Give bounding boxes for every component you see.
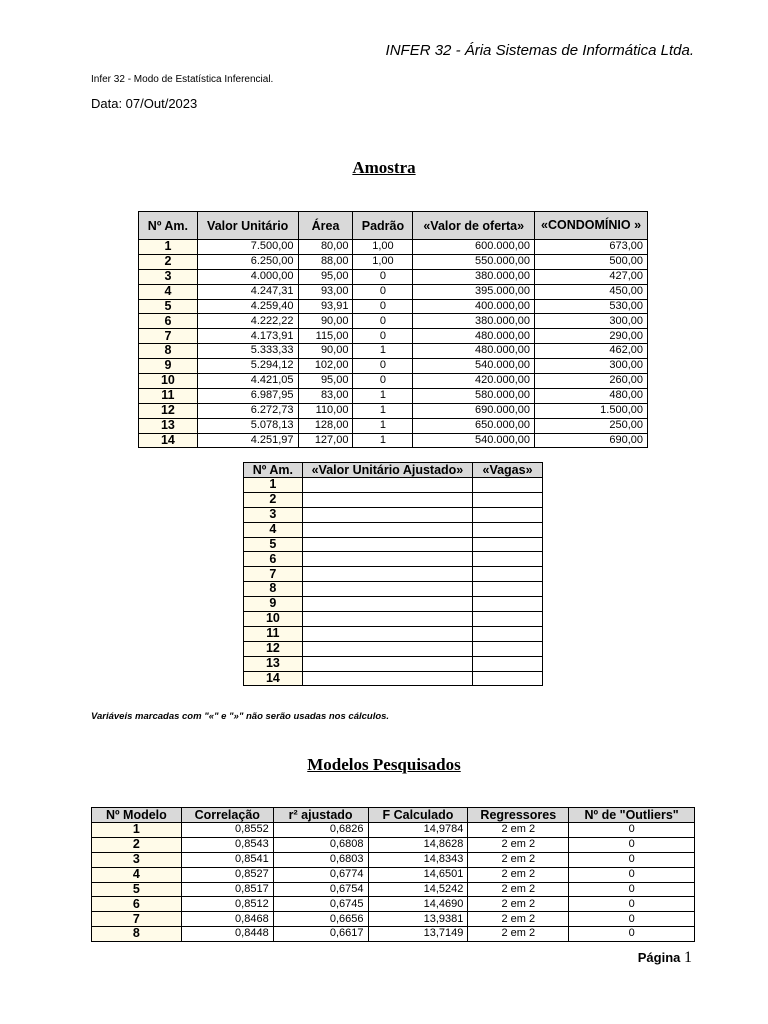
table-cell: 5.333,33	[197, 344, 298, 359]
table-cell: 14,8343	[368, 852, 468, 867]
table-cell: 0	[569, 912, 695, 927]
table-cell: 13,9381	[368, 912, 468, 927]
extra-vars-table	[243, 462, 543, 686]
table-cell: 1	[353, 403, 413, 418]
table-cell: 0	[353, 314, 413, 329]
table-cell	[473, 478, 543, 493]
table-cell: 4.000,00	[197, 269, 298, 284]
table-cell	[302, 522, 472, 537]
table-cell: 4.247,31	[197, 284, 298, 299]
table-cell	[473, 656, 543, 671]
table-cell: 1	[353, 418, 413, 433]
table-row	[139, 418, 648, 433]
table-cell: 115,00	[298, 329, 353, 344]
table-cell: 0	[353, 359, 413, 374]
col-header: Regressores	[468, 808, 569, 823]
table-cell: 2 em 2	[468, 912, 569, 927]
row-index-cell: 13	[244, 656, 303, 671]
table-cell: 0	[569, 867, 695, 882]
row-index-cell: 7	[139, 329, 198, 344]
table-row	[139, 344, 648, 359]
table-cell: 88,00	[298, 254, 353, 269]
table-cell	[473, 612, 543, 627]
table-cell: 427,00	[535, 269, 648, 284]
col-header: Área	[298, 212, 353, 240]
table-cell	[473, 626, 543, 641]
table-cell: 450,00	[535, 284, 648, 299]
table-cell: 0,6754	[273, 882, 368, 897]
table-cell: 0	[569, 882, 695, 897]
table-cell	[302, 641, 472, 656]
table-cell: 400.000,00	[413, 299, 535, 314]
table-cell: 4.173,91	[197, 329, 298, 344]
table-cell	[473, 537, 543, 552]
table-row	[139, 254, 648, 269]
table-cell: 1,00	[353, 240, 413, 255]
table-cell	[473, 641, 543, 656]
col-header: Correlação	[181, 808, 273, 823]
page-number: 1	[684, 949, 692, 966]
amostra-table	[138, 211, 648, 448]
row-index-cell: 8	[244, 582, 303, 597]
row-index-cell: 6	[92, 897, 182, 912]
row-index-cell: 11	[139, 388, 198, 403]
modelos-title: Modelos Pesquisados	[307, 755, 461, 774]
table-cell: 93,00	[298, 284, 353, 299]
table-row	[244, 537, 543, 552]
table-cell: 6.987,95	[197, 388, 298, 403]
table-cell: 127,00	[298, 433, 353, 448]
table-cell: 0	[353, 329, 413, 344]
table-row	[244, 507, 543, 522]
modelos-table	[91, 807, 695, 942]
table-row	[139, 329, 648, 344]
table-row	[244, 626, 543, 641]
table-cell	[302, 567, 472, 582]
table-cell: 0,8552	[181, 823, 273, 838]
table-cell: 250,00	[535, 418, 648, 433]
table-cell: 420.000,00	[413, 374, 535, 389]
row-index-cell: 14	[139, 433, 198, 448]
row-index-cell: 1	[92, 823, 182, 838]
table-cell: 2 em 2	[468, 927, 569, 942]
document-date: Data: 07/Out/2023	[91, 96, 198, 111]
table-cell: 260,00	[535, 374, 648, 389]
table-cell	[473, 552, 543, 567]
row-index-cell: 10	[139, 374, 198, 389]
row-index-cell: 4	[139, 284, 198, 299]
table-cell: 480,00	[535, 388, 648, 403]
table-cell: 0,6745	[273, 897, 368, 912]
col-header: r² ajustado	[273, 808, 368, 823]
table-cell: 6.250,00	[197, 254, 298, 269]
table-cell: 2 em 2	[468, 882, 569, 897]
table-cell: 462,00	[535, 344, 648, 359]
row-index-cell: 13	[139, 418, 198, 433]
table-cell: 1	[353, 433, 413, 448]
table-cell	[302, 582, 472, 597]
table-row	[244, 612, 543, 627]
table-cell: 0	[569, 823, 695, 838]
table-cell: 14,5242	[368, 882, 468, 897]
table-cell: 480.000,00	[413, 329, 535, 344]
table-row	[139, 314, 648, 329]
table-cell: 1.500,00	[535, 403, 648, 418]
table-cell: 2 em 2	[468, 867, 569, 882]
table-cell: 0,8541	[181, 852, 273, 867]
row-index-cell: 4	[92, 867, 182, 882]
table-cell	[473, 507, 543, 522]
table-row	[92, 882, 695, 897]
table-row	[139, 374, 648, 389]
row-index-cell: 5	[92, 882, 182, 897]
table-cell: 4.222,22	[197, 314, 298, 329]
table-row	[139, 240, 648, 255]
table-cell: 550.000,00	[413, 254, 535, 269]
row-index-cell: 9	[244, 597, 303, 612]
table-row	[92, 927, 695, 942]
table-row	[244, 492, 543, 507]
col-header: «CONDOMÍNIO »	[535, 212, 648, 240]
table-cell: 480.000,00	[413, 344, 535, 359]
table-row	[92, 823, 695, 838]
table-cell: 5.078,13	[197, 418, 298, 433]
col-header: Padrão	[353, 212, 413, 240]
table-cell: 530,00	[535, 299, 648, 314]
col-header: Valor Unitário	[197, 212, 298, 240]
table-cell: 0	[569, 927, 695, 942]
table-row	[244, 582, 543, 597]
document-subtitle: Infer 32 - Modo de Estatística Inferencial.	[91, 74, 274, 85]
page-footer	[638, 949, 692, 967]
row-index-cell: 1	[139, 240, 198, 255]
row-index-cell: 2	[92, 837, 182, 852]
table-cell: 0	[353, 299, 413, 314]
modelos-rows	[92, 823, 695, 942]
table-cell	[302, 656, 472, 671]
row-index-cell: 5	[139, 299, 198, 314]
table-cell: 14,6501	[368, 867, 468, 882]
table-cell: 0,8543	[181, 837, 273, 852]
table-cell: 0	[353, 374, 413, 389]
table-cell	[302, 507, 472, 522]
table-cell: 93,91	[298, 299, 353, 314]
table-row	[244, 552, 543, 567]
table-cell: 2 em 2	[468, 837, 569, 852]
table-cell: 0	[569, 897, 695, 912]
col-header: Nº Am.	[139, 212, 198, 240]
table-cell: 650.000,00	[413, 418, 535, 433]
row-index-cell: 1	[244, 478, 303, 493]
table-cell	[302, 626, 472, 641]
table-cell: 0,6803	[273, 852, 368, 867]
row-index-cell: 8	[92, 927, 182, 942]
row-index-cell: 4	[244, 522, 303, 537]
col-header: Nº de "Outliers"	[569, 808, 695, 823]
table-row	[244, 567, 543, 582]
table-cell	[473, 522, 543, 537]
table-row	[139, 359, 648, 374]
table-cell: 580.000,00	[413, 388, 535, 403]
table-cell: 395.000,00	[413, 284, 535, 299]
table-cell: 2 em 2	[468, 852, 569, 867]
table-cell: 14,9784	[368, 823, 468, 838]
table-cell	[302, 671, 472, 686]
table-cell: 4.251,97	[197, 433, 298, 448]
table-cell: 673,00	[535, 240, 648, 255]
table-cell: 0,8512	[181, 897, 273, 912]
table-cell: 0,6774	[273, 867, 368, 882]
table-cell: 0,6617	[273, 927, 368, 942]
table-cell: 5.294,12	[197, 359, 298, 374]
table-cell	[473, 582, 543, 597]
table-cell	[302, 597, 472, 612]
amostra-title: Amostra	[352, 158, 416, 177]
row-index-cell: 2	[244, 492, 303, 507]
table-cell	[302, 612, 472, 627]
col-header: «Vagas»	[473, 463, 543, 478]
col-header: Nº Modelo	[92, 808, 182, 823]
row-index-cell: 11	[244, 626, 303, 641]
table-cell: 13,7149	[368, 927, 468, 942]
row-index-cell: 3	[139, 269, 198, 284]
table-cell: 0	[569, 837, 695, 852]
table-cell: 128,00	[298, 418, 353, 433]
table-cell: 0,8517	[181, 882, 273, 897]
table-cell: 0,8448	[181, 927, 273, 942]
table-cell: 102,00	[298, 359, 353, 374]
footnote: Variáveis marcadas com "«" e "»" não serão usadas nos cálculos.	[91, 711, 390, 722]
table-cell: 0,8527	[181, 867, 273, 882]
table-cell: 95,00	[298, 269, 353, 284]
row-index-cell: 6	[244, 552, 303, 567]
table-cell: 83,00	[298, 388, 353, 403]
table-row	[139, 299, 648, 314]
row-index-cell: 2	[139, 254, 198, 269]
row-index-cell: 10	[244, 612, 303, 627]
table-cell	[473, 492, 543, 507]
table-cell: 0,8468	[181, 912, 273, 927]
table-cell: 80,00	[298, 240, 353, 255]
table-row	[244, 597, 543, 612]
table-cell	[302, 478, 472, 493]
row-index-cell: 8	[139, 344, 198, 359]
table-cell: 110,00	[298, 403, 353, 418]
table-row	[139, 403, 648, 418]
table-cell: 6.272,73	[197, 403, 298, 418]
table-cell: 300,00	[535, 359, 648, 374]
table-cell: 14,4690	[368, 897, 468, 912]
extra-vars-rows	[244, 478, 543, 686]
table-cell: 1,00	[353, 254, 413, 269]
row-index-cell: 5	[244, 537, 303, 552]
table-row	[92, 852, 695, 867]
company-header: INFER 32 - Ária Sistemas de Informática Ltda.	[385, 42, 694, 59]
table-cell: 0,6826	[273, 823, 368, 838]
table-cell: 1	[353, 388, 413, 403]
col-header: «Valor Unitário Ajustado»	[302, 463, 472, 478]
table-cell: 14,8628	[368, 837, 468, 852]
table-row	[244, 671, 543, 686]
table-cell: 600.000,00	[413, 240, 535, 255]
col-header: «Valor de oferta»	[413, 212, 535, 240]
table-row	[92, 897, 695, 912]
table-row	[92, 867, 695, 882]
table-cell: 690,00	[535, 433, 648, 448]
table-cell: 90,00	[298, 314, 353, 329]
table-row	[244, 478, 543, 493]
table-cell	[302, 492, 472, 507]
table-row	[139, 269, 648, 284]
table-cell: 2 em 2	[468, 897, 569, 912]
row-index-cell: 12	[139, 403, 198, 418]
table-row	[244, 641, 543, 656]
table-row	[139, 433, 648, 448]
table-cell: 90,00	[298, 344, 353, 359]
table-cell: 0	[353, 269, 413, 284]
table-cell: 2 em 2	[468, 823, 569, 838]
table-row	[139, 284, 648, 299]
table-cell: 1	[353, 344, 413, 359]
row-index-cell: 7	[244, 567, 303, 582]
table-cell	[473, 671, 543, 686]
table-cell: 380.000,00	[413, 314, 535, 329]
table-row	[92, 837, 695, 852]
table-cell: 500,00	[535, 254, 648, 269]
table-cell: 0	[569, 852, 695, 867]
row-index-cell: 3	[92, 852, 182, 867]
table-cell: 540.000,00	[413, 359, 535, 374]
table-cell: 290,00	[535, 329, 648, 344]
table-cell	[473, 567, 543, 582]
col-header: F Calculado	[368, 808, 468, 823]
table-cell: 7.500,00	[197, 240, 298, 255]
table-row	[139, 388, 648, 403]
table-cell: 300,00	[535, 314, 648, 329]
col-header: Nº Am.	[244, 463, 303, 478]
table-cell	[473, 597, 543, 612]
table-cell: 0	[353, 284, 413, 299]
table-row	[92, 912, 695, 927]
table-cell: 0,6808	[273, 837, 368, 852]
table-cell: 540.000,00	[413, 433, 535, 448]
row-index-cell: 14	[244, 671, 303, 686]
amostra-rows	[139, 240, 648, 448]
table-cell	[302, 552, 472, 567]
row-index-cell: 12	[244, 641, 303, 656]
table-row	[244, 656, 543, 671]
table-cell: 95,00	[298, 374, 353, 389]
row-index-cell: 7	[92, 912, 182, 927]
table-row	[244, 522, 543, 537]
page-label: Página	[637, 950, 681, 965]
row-index-cell: 3	[244, 507, 303, 522]
table-cell: 4.421,05	[197, 374, 298, 389]
table-cell: 690.000,00	[413, 403, 535, 418]
row-index-cell: 6	[139, 314, 198, 329]
table-cell: 380.000,00	[413, 269, 535, 284]
table-cell: 0,6656	[273, 912, 368, 927]
row-index-cell: 9	[139, 359, 198, 374]
table-cell	[302, 537, 472, 552]
table-cell: 4.259,40	[197, 299, 298, 314]
